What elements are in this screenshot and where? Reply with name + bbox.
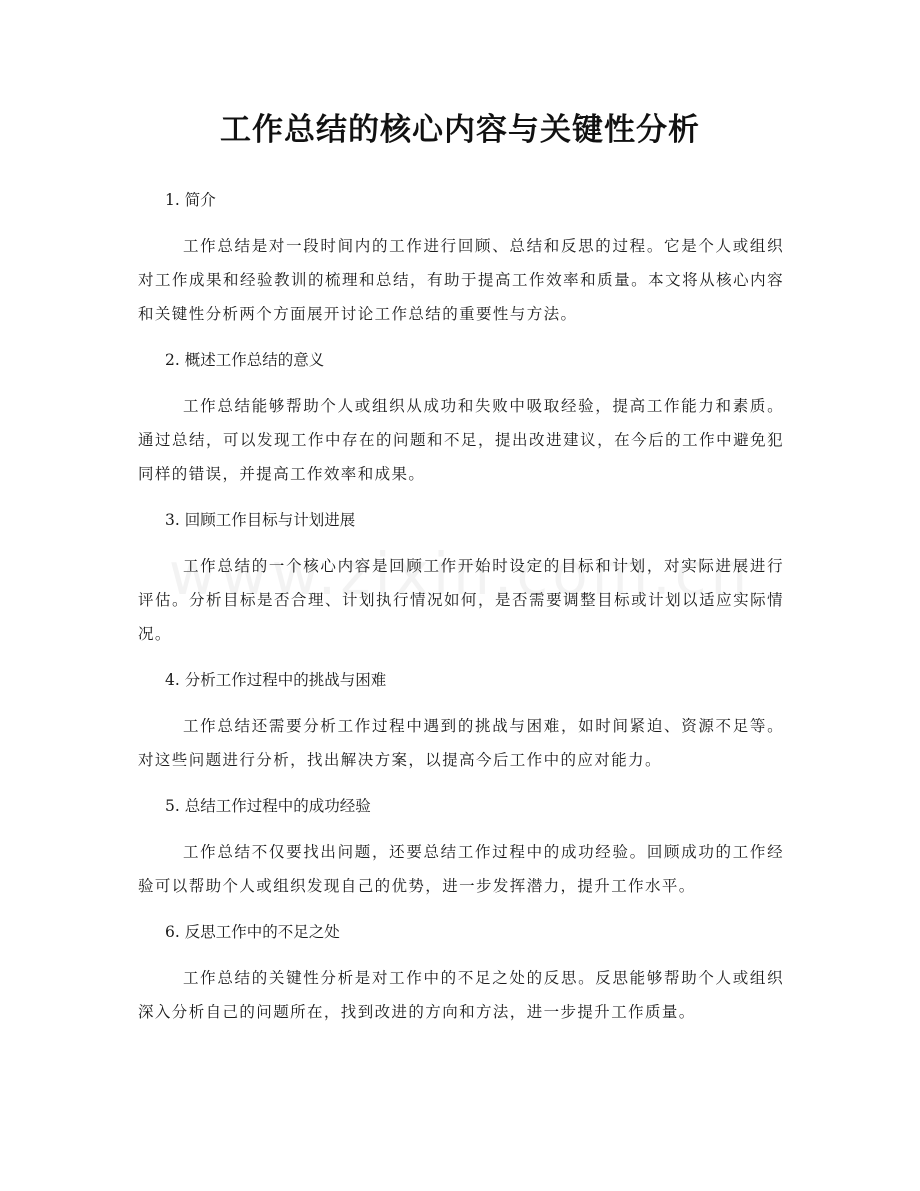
section-heading-1: 1. 简介 (165, 191, 216, 209)
section-paragraph-6: 工作总结的关键性分析是对工作中的不足之处的反思。反思能够帮助个人或组织深入分析自己的问题所在，找到改进的方向和方法，进一步提升工作质量。 (138, 969, 784, 1021)
section-paragraph-3: 工作总结的一个核心内容是回顾工作开始时设定的目标和计划，对实际进展进行评估。分析目标是否合理、计划执行情况如何，是否需要调整目标或计划以适应实际情况。 (138, 557, 784, 643)
section-heading-3: 3. 回顾工作目标与计划进展 (165, 511, 356, 529)
section-paragraph-2: 工作总结能够帮助个人或组织从成功和失败中吸取经验，提高工作能力和素质。通过总结，可以发现工作中存在的问题和不足，提出改进建议，在今后的工作中避免犯同样的错误，并提高工作效率和成果。 (138, 397, 784, 483)
section-heading-4: 4. 分析工作过程中的挑战与困难 (165, 671, 387, 689)
section-heading-6: 6. 反思工作中的不足之处 (165, 923, 340, 941)
section-paragraph-4: 工作总结还需要分析工作过程中遇到的挑战与困难，如时间紧迫、资源不足等。对这些问题进行分析，找出解决方案，以提高今后工作中的应对能力。 (138, 717, 784, 769)
page-title: 工作总结的核心内容与关键性分析 (220, 112, 700, 148)
section-heading-2: 2. 概述工作总结的意义 (165, 351, 325, 369)
section-heading-5: 5. 总结工作过程中的成功经验 (165, 797, 371, 815)
section-paragraph-1: 工作总结是对一段时间内的工作进行回顾、总结和反思的过程。它是个人或组织对工作成果和经验教训的梳理和总结，有助于提高工作效率和质量。本文将从核心内容和关键性分析两个方面展开讨论工作总结的重要性与方法。 (138, 237, 784, 323)
document-body (138, 183, 784, 1041)
section-paragraph-5: 工作总结不仅要找出问题，还要总结工作过程中的成功经验。回顾成功的工作经验可以帮助个人或组织发现自己的优势，进一步发挥潜力，提升工作水平。 (138, 843, 784, 895)
